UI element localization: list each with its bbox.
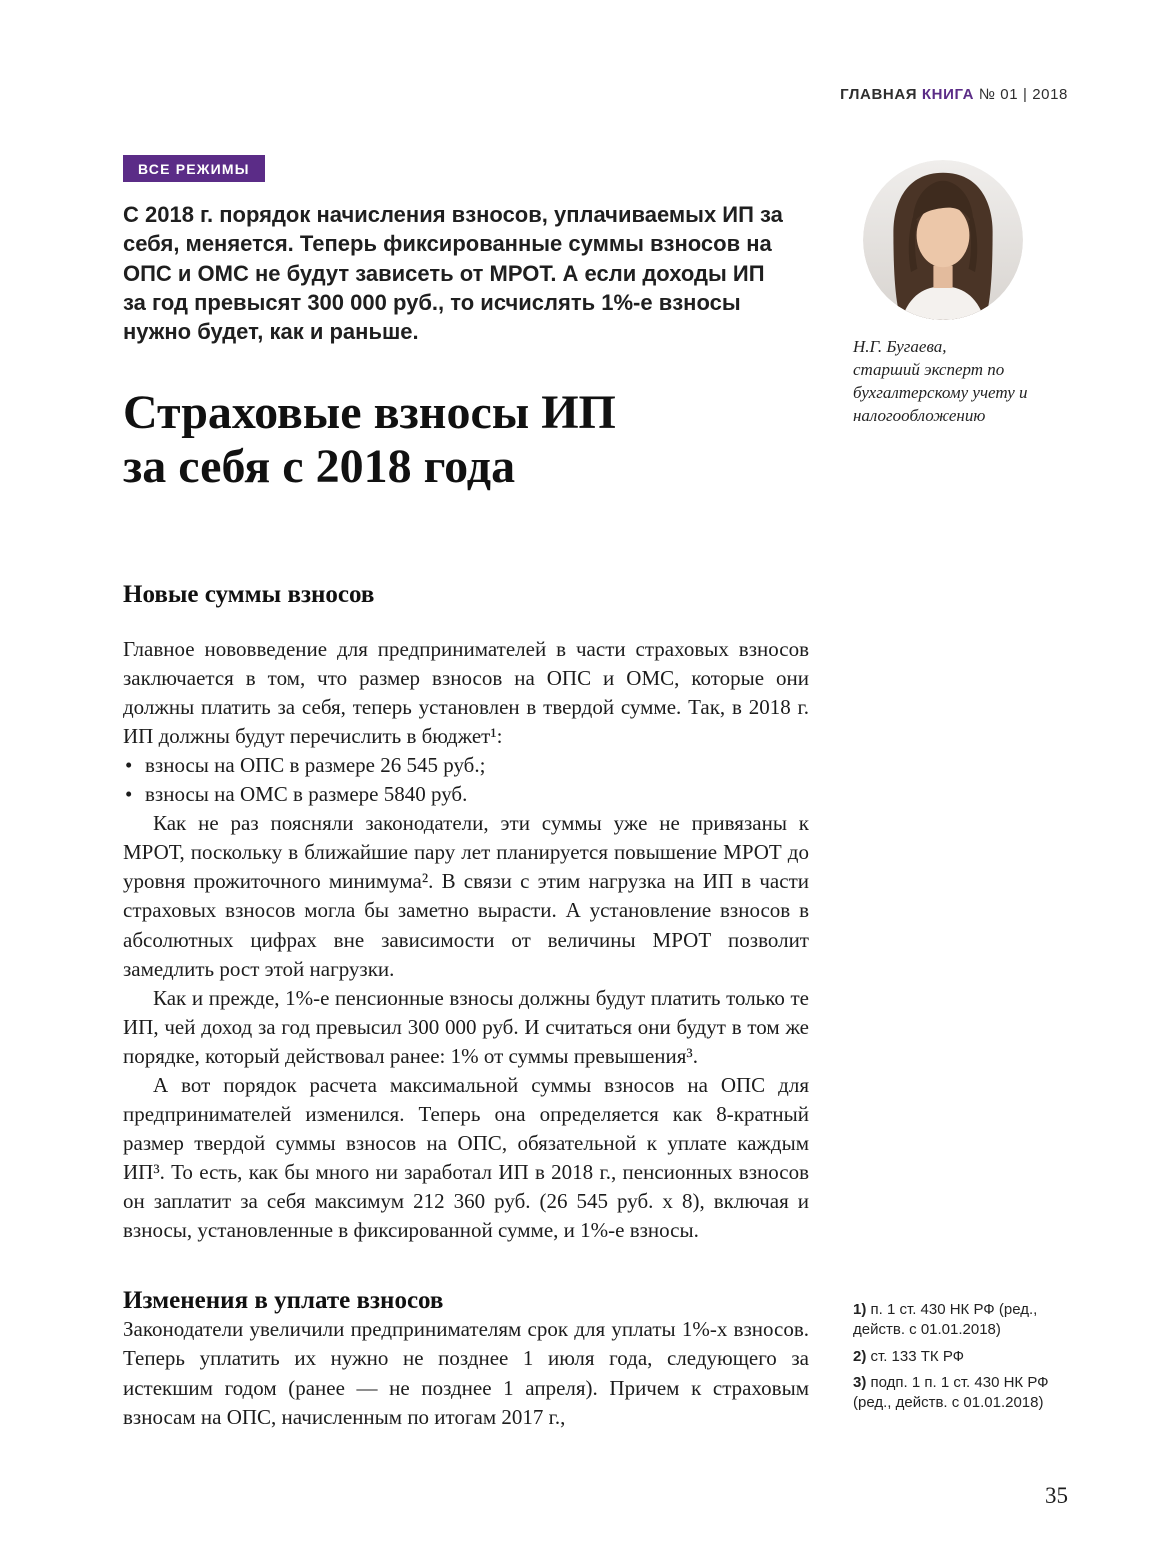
journal-brand-main: ГЛАВНАЯ <box>840 86 922 103</box>
journal-header <box>840 86 1068 103</box>
footnote-number: 1) <box>853 1301 871 1318</box>
bullet-icon: • <box>125 753 133 778</box>
author-name: Н.Г. Бугаева, <box>853 337 947 356</box>
paragraph: Законодатели увеличили предпринимателям срок для уплаты 1%-х взносов. Теперь уплатить их нужно не позднее 1 июля года, следующего за истекшим годом (ранее — не позднее 1 апреля). Причем к страховым взносам на ОПС, начисленным по итогам 2017 г., <box>123 1317 809 1429</box>
footnote-text: подп. 1 п. 1 ст. 430 НК РФ (ред., действ. с 01.01.2018) <box>853 1374 1049 1412</box>
article-title-line1: Страховые взносы ИП <box>123 386 616 440</box>
paragraph: Как и прежде, 1%-е пенсионные взносы должны будут платить только те ИП, чей доход за год превысил 300 000 руб. И считаться они будут в том же порядке, который действовал ранее: 1% от суммы превышения³. <box>123 985 809 1068</box>
main-column <box>123 155 809 1432</box>
section-body-new-sums <box>123 635 809 1246</box>
article-title <box>123 386 809 494</box>
author-photo <box>863 160 1023 320</box>
regime-badge: ВСЕ РЕЖИМЫ <box>123 155 265 182</box>
lead-paragraph: С 2018 г. порядок начисления взносов, уплачиваемых ИП за себя, меняется. Теперь фиксированные суммы взносов на ОПС и ОМС не будут зависеть от МРОТ. А если доходы ИП за год превысят 300 000 руб., то исчислять 1%-е взносы нужно будет, как и раньше. <box>123 202 783 344</box>
paragraph: Как не раз поясняли законодатели, эти суммы уже не привязаны к МРОТ, поскольку в ближайшие пару лет планируется повышение МРОТ до уровня прожиточного минимума². В связи с этим нагрузка на ИП в части страховых взносов могла бы заметно вырасти. А установление взносов в абсолютных цифрах вне зависимости от величины МРОТ позволит замедлить рост этой нагрузки. <box>123 811 809 981</box>
footnote-text: ст. 133 ТК РФ <box>870 1347 965 1365</box>
section-heading-payment-changes: Изменения в уплате взносов <box>123 1287 444 1315</box>
footnote <box>853 1347 1071 1367</box>
journal-brand-accent: КНИГА <box>921 86 975 103</box>
footnote-text: п. 1 ст. 430 НК РФ (ред., действ. с 01.01.2018) <box>853 1301 1038 1338</box>
journal-issue: № 01 | 2018 <box>974 86 1068 103</box>
bullet-icon: • <box>125 782 133 807</box>
author-role: старший эксперт по бухгалтерскому учету и налогообложению <box>853 359 1028 425</box>
bullet-text: взносы на ОМС в размере 5840 руб. <box>145 782 468 807</box>
author-caption <box>853 336 1058 428</box>
bullet-item <box>123 751 809 780</box>
footnotes <box>853 1300 1071 1420</box>
paragraph: А вот порядок расчета максимальной суммы взносов на ОПС для предпринимателей изменился. Теперь она определяется как 8-кратный размер твердой суммы взносов на ОПС, обязательной к уплате каждым ИП³. То есть, как бы много ни заработал ИП в 2018 г., пенсионных взносов он заплатит за себя максимум 212 360 руб. (26 545 руб. х 8), включая и взносы, установленные в фиксированной сумме, и 1%-е взносы. <box>123 1072 809 1243</box>
section-body-payment-changes <box>123 1315 809 1431</box>
bullet-text: взносы на ОПС в размере 26 545 руб.; <box>145 753 486 778</box>
author-column <box>853 160 1058 428</box>
author-portrait-illustration <box>863 160 1023 320</box>
footnote-number: 3) <box>853 1374 871 1392</box>
footnote <box>853 1300 1071 1340</box>
section-heading-new-sums: Новые суммы взносов <box>123 580 375 608</box>
article-title-line2: за себя с 2018 года <box>123 440 516 494</box>
paragraph: Главное нововведение для предпринимателей в части страховых взносов заключается в том, что размер взносов на ОПС и ОМС, которые они должны платить за себя, теперь установлен в твердой сумме. Так, в 2018 г. ИП должны будут перечислить в бюджет¹: <box>123 636 809 748</box>
bullet-item <box>123 780 809 809</box>
page-number: 35 <box>1045 1483 1068 1508</box>
footnote <box>853 1373 1071 1413</box>
footnote-number: 2) <box>853 1347 871 1365</box>
